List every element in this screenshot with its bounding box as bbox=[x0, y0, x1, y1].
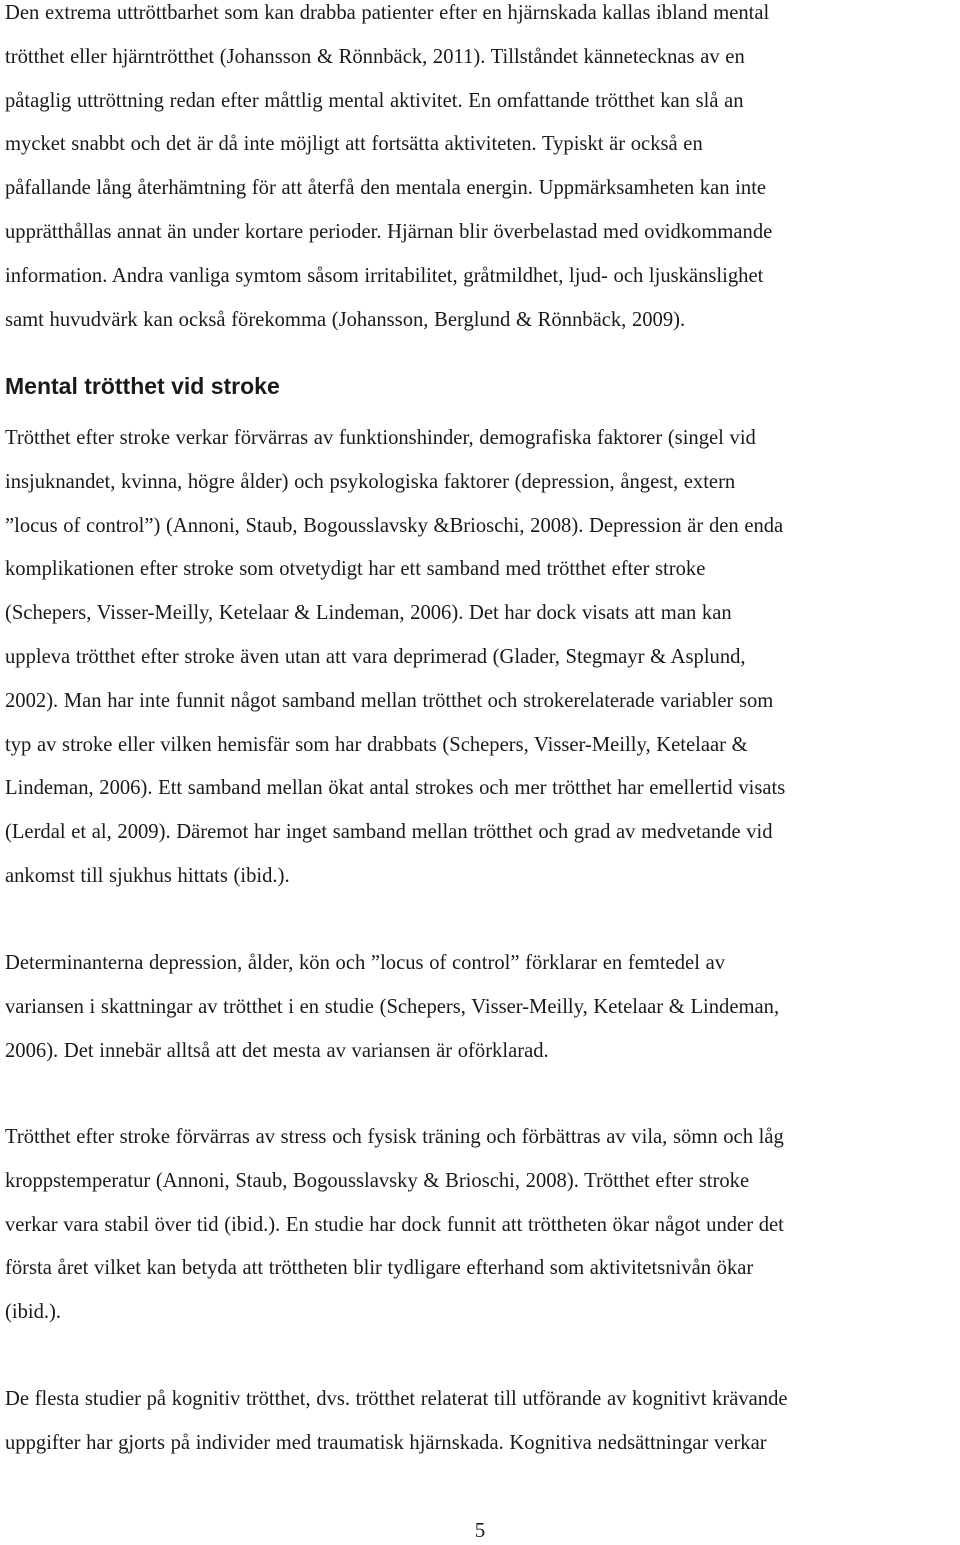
text-line: kroppstemperatur (Annoni, Staub, Bogousslavsky & Brioschi, 2008). Trötthet efter stroke bbox=[5, 1169, 750, 1192]
text-line: Trötthet efter stroke verkar förvärras av funktionshinder, demografiska faktorer (singel vid bbox=[5, 427, 756, 449]
text-line: typ av stroke eller vilken hemisfär som har drabbats (Schepers, Visser-Meilly, Ketelaar & bbox=[5, 733, 748, 756]
text-line: information. Andra vanliga symtom såsom irritabilitet, gråtmildhet, ljud- och ljuskänslighet bbox=[5, 264, 764, 287]
text-line: 2006). Det innebär alltså att det mesta av variansen är oförklarad. bbox=[5, 1039, 549, 1062]
paragraph-mental-fatigue-intro bbox=[5, 0, 955, 342]
text-line: samt huvudvärk kan också förekomma (Johansson, Berglund & Rönnbäck, 2009). bbox=[5, 308, 686, 331]
paragraph-determinants bbox=[5, 942, 955, 1073]
text-line: Determinanterna depression, ålder, kön och ”locus of control” förklarar en femtedel av bbox=[5, 952, 726, 974]
text-line: upprätthållas annat än under kortare perioder. Hjärnan blir överbelastad med ovidkommande bbox=[5, 220, 773, 243]
text-line: ”locus of control”) (Annoni, Staub, Bogousslavsky &Brioschi, 2008). Depression är den enda bbox=[5, 514, 784, 537]
text-line: (Schepers, Visser-Meilly, Ketelaar & Lindeman, 2006). Det har dock visats att man kan bbox=[5, 602, 732, 625]
text-line: påfallande lång återhämtning för att återfå den mentala energin. Uppmärksamheten kan inte bbox=[5, 177, 767, 200]
paragraph-cognitive-fatigue bbox=[5, 1378, 955, 1466]
text-line: 2002). Man har inte funnit något samband mellan trötthet och strokerelaterade variabler som bbox=[5, 689, 774, 712]
text-line: insjuknandet, kvinna, högre ålder) och psykologiska faktorer (depression, ångest, extern bbox=[5, 470, 736, 493]
text-line: Lindeman, 2006). Ett samband mellan ökat antal strokes och mer trötthet har emellertid visats bbox=[5, 777, 786, 800]
text-line: komplikationen efter stroke som otvetydigt har ett samband med trötthet efter stroke bbox=[5, 558, 706, 581]
text-line: trötthet eller hjärntrötthet (Johansson & Rönnbäck, 2011). Tillståndet kännetecknas av en bbox=[5, 45, 745, 68]
text-line: ankomst till sjukhus hittats (ibid.). bbox=[5, 864, 290, 887]
text-line: (ibid.). bbox=[5, 1301, 62, 1324]
text-line: De flesta studier på kognitiv trötthet, dvs. trötthet relaterat till utförande av kognitivt krävande bbox=[5, 1388, 788, 1410]
text-line: påtaglig uttröttning redan efter måttlig mental aktivitet. En omfattande trötthet kan slå an bbox=[5, 89, 744, 112]
text-line: Trötthet efter stroke förvärras av stress och fysisk träning och förbättras av vila, sömn och låg bbox=[5, 1126, 784, 1148]
text-line: variansen i skattningar av trötthet i en studie (Schepers, Visser-Meilly, Ketelaar & Lindeman, bbox=[5, 995, 780, 1018]
text-line: verkar vara stabil över tid (ibid.). En studie har dock funnit att tröttheten ökar något under det bbox=[5, 1213, 784, 1236]
text-line: uppgifter har gjorts på individer med traumatisk hjärnskada. Kognitiva nedsättningar verkar bbox=[5, 1431, 767, 1454]
page-number: 5 bbox=[474, 1518, 486, 1542]
text-line: (Lerdal et al, 2009). Däremot har inget samband mellan trötthet och grad av medvetande vid bbox=[5, 821, 773, 844]
paragraph-stroke-fatigue bbox=[5, 417, 955, 899]
section-heading: Mental trötthet vid stroke bbox=[5, 373, 280, 399]
text-line: Den extrema uttröttbarhet som kan drabba patienter efter en hjärnskada kallas ibland mental bbox=[5, 2, 770, 24]
text-line: mycket snabbt och det är då inte möjligt att fortsätta aktiviteten. Typiskt är också en bbox=[5, 133, 703, 156]
paragraph-aggravating-factors bbox=[5, 1116, 955, 1335]
text-line: uppleva trötthet efter stroke även utan att vara deprimerad (Glader, Stegmayr & Asplund, bbox=[5, 645, 746, 668]
text-line: första året vilket kan betyda att tröttheten blir tydligare efterhand som aktivitetsnivån ökar bbox=[5, 1257, 754, 1280]
